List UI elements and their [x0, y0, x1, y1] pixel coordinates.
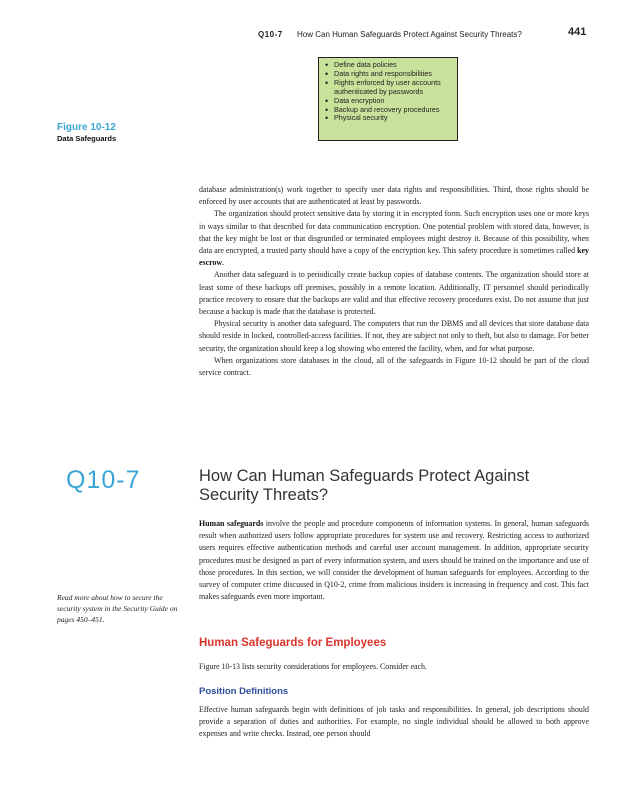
body-text-2	[199, 518, 589, 603]
figure-caption	[57, 122, 116, 143]
figure-list-item: • Define data policies	[325, 61, 451, 70]
margin-note: Read more about how to secure the security system in the Security Guide on pages 450–451.	[57, 593, 178, 624]
figure-list-item: • Rights enforced by user accounts authenticated by passwords	[325, 79, 451, 97]
paragraph: database administration(s) work together to specify user data rights and responsibilities. Third, those rights should be enforced by user accounts that are authenticated at least by passwords.	[199, 185, 589, 207]
figure-number: Figure 10-12	[57, 122, 116, 133]
paragraph-text: .	[222, 258, 225, 268]
paragraph	[199, 208, 589, 269]
key-term: key escrow	[199, 246, 589, 268]
paragraph: Another data safeguard is to periodically create backup copies of database contents. The organization should store at least some of these backups off premises, possibly in a remote location. Additionally, IT personnel should periodically practice recovery to ensure that the backups are valid and that effective recovery procedures exist. Do not assume that just because a backup is made that the database is protected.	[199, 270, 589, 317]
paragraph: Effective human safeguards begin with definitions of job tasks and responsibilities. In general, job descriptions should provide a separation of duties and authorities. For example, no single individual should be allowed to both approve expenses and write checks. Instead, one person should	[199, 705, 589, 739]
running-head	[0, 24, 625, 44]
figure-list-item: • Data encryption	[325, 97, 451, 106]
paragraph: When organizations store databases in the cloud, all of the safeguards in Figure 10-12 should be part of the cloud service contract.	[199, 355, 589, 378]
paragraph-text: involve the people and procedure components of information systems. In general, human safeguards result when authorized users follow appropriate procedures for system use and recovery. Restricting access to authorized users requires effective authentication methods and careful user account management. In addition, appropriate security procedures must be designed as part of every information system, and users should be trained on the importance and use of those procedures. In this section, we will consider the development of human safeguards for employees. According to the survey of computer crime discussed in Q10-2, crime from malicious insiders is increasing in frequency and cost. This fact makes safeguards even more important.	[199, 519, 589, 602]
subsubsection-heading: Position Definitions	[199, 686, 289, 697]
paragraph-text: The organization should protect sensitive data by storing it in encrypted form. Such encryption uses one or more keys in ways similar to that described for data communication encryption. One potential problem with stored data, however, is that the key might be lost or that disgruntled or terminated employees might destroy it. Because of this possibility, when data are encrypted, a trusted party should have a copy of the encryption key. This safety procedure is sometimes called	[199, 209, 589, 256]
paragraph	[199, 518, 589, 603]
paragraph: Physical security is another data safeguard. The computers that run the DBMS and all devices that store database data should reside in locked, controlled-access facilities. If not, they are subject not only to theft, but also to damage. For better security, the organization should keep a log showing who entered the facility, when, and for what purpose.	[199, 319, 589, 353]
figure-list-item: • Physical security	[325, 114, 451, 123]
page-number: 441	[568, 26, 587, 38]
figure-list-item: • Data rights and responsibilities	[325, 70, 451, 79]
running-head-section: Q10-7	[258, 30, 283, 39]
section-marker: Q10-7	[66, 466, 141, 494]
figure-list-item: • Backup and recovery procedures	[325, 106, 451, 115]
running-head-title: How Can Human Safeguards Protect Against Security Threats?	[297, 30, 522, 39]
body-text-1	[199, 184, 589, 379]
body-text-3	[199, 661, 589, 673]
subsection-heading: Human Safeguards for Employees	[199, 637, 387, 649]
figure-box	[318, 57, 458, 141]
figure-list	[325, 61, 451, 123]
key-term: Human safeguards	[199, 519, 264, 528]
figure-title: Data Safeguards	[57, 134, 117, 143]
paragraph: Figure 10-13 lists security considerations for employees. Consider each.	[199, 662, 427, 671]
section-heading: How Can Human Safeguards Protect Against Security Threats?	[199, 467, 530, 504]
body-text-4	[199, 704, 589, 741]
